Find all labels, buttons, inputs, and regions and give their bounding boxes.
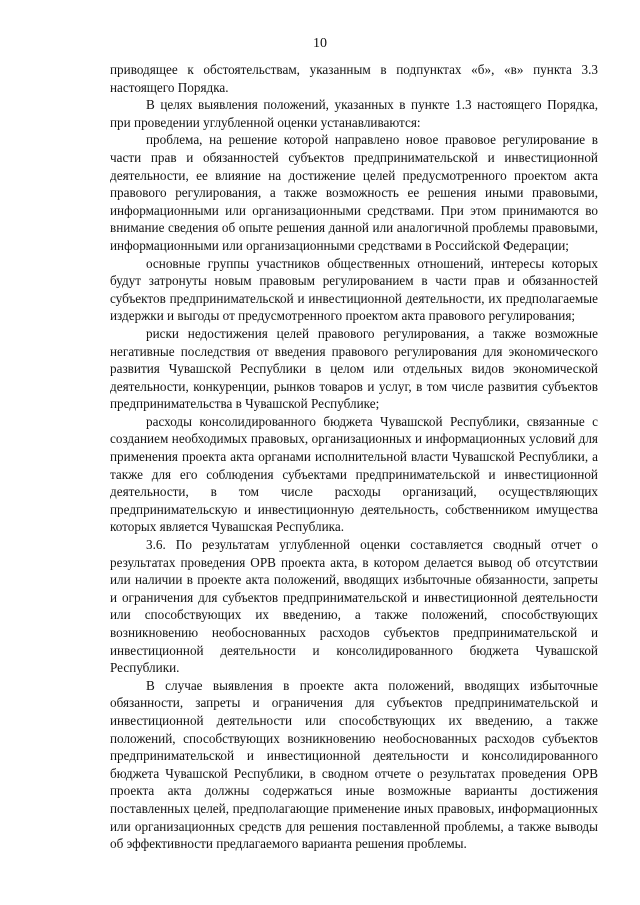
paragraph-conclusion: В случае выявления в проекте акта положений, вводящих избыточные обязанности, запреты и ограничения для субъектов предпринимательской и инвестиционной деятельности или способствующих их введению, а также положений, способствующих возникновению необоснованных расходов субъектов предпринимательской и инвестиционной деятельности и консолидированного бюджета Чувашской Республики, в сводном отчете о результатах проведения ОРВ проекта акта должны содержаться иные возможные варианты достижения поставленных целей, предполагающие применение иных правовых, информационных или организационных средств для решения поставленной проблемы, а также выводы об эффективности предлагаемого варианта решения проблемы.: [110, 677, 598, 852]
paragraph-budget-expenses: расходы консолидированного бюджета Чувашской Республики, связанные с созданием необходимых правовых, организационных и информационных условий для применения проекта акта органами исполнительной власти Чувашской Республики, а также для его соблюдения субъектами предпринимательской и инвестиционной деятельности, в том числе расходы организаций, осуществляющих предпринимательскую и инвестиционную деятельность, собственником имущества которых является Чувашская Республика.: [110, 413, 598, 535]
paragraph-continuation: приводящее к обстоятельствам, указанным в подпунктах «б», «в» пункта 3.3 настоящего Порядка.: [110, 62, 598, 95]
paragraph-participants: основные группы участников общественных отношений, интересы которых будут затронуты новым правовым регулированием в части прав и обязанностей субъектов предпринимательской и инвестиционной деятельности, их предполагаемые издержки и выгоды от предусмотренного проектом акта правового регулирования;: [110, 255, 598, 324]
paragraph-intro: В целях выявления положений, указанных в пункте 1.3 настоящего Порядка, при проведении углубленной оценки устанавливаются:: [110, 97, 598, 130]
paragraph-section-3-6: 3.6. По результатам углубленной оценки составляется сводный отчет о результатах проведения ОРВ проекта акта, в котором делается вывод об отсутствии или наличии в проекте акта положений, вводящих избыточные обязанности, запреты и ограничения для субъектов предпринимательской и инвестиционной деятельности или способствующих их введению, а также положений, способствующих возникновению необоснованных расходов субъектов предпринимательской и инвестиционной деятельности и консолидированного бюджета Чувашской Республики.: [110, 537, 598, 676]
page-number: 10: [313, 36, 327, 51]
paragraph-problem: проблема, на решение которой направлено новое правовое регулирование в части прав и обязанностей субъектов предпринимательской и инвестиционной деятельности, ее влияние на достижение целей предусмотренного проектом акта правового регулирования, а также возможность ее решения иными правовыми, информационными или организационными средствами. При этом принимаются во внимание сведения об опыте решения данной или аналогичной проблемы правовыми, информационными или организационными средствами в Российской Федерации;: [110, 132, 598, 253]
document-body: [110, 61, 598, 853]
paragraph-risks: риски недостижения целей правового регулирования, а также возможные негативные последствия от введения правового регулирования для экономического развития Чувашской Республики в целом или отдельных видов экономической деятельности, конкуренции, рынков товаров и услуг, в том числе развития субъектов предпринимательства в Чувашской Республике;: [110, 325, 598, 412]
